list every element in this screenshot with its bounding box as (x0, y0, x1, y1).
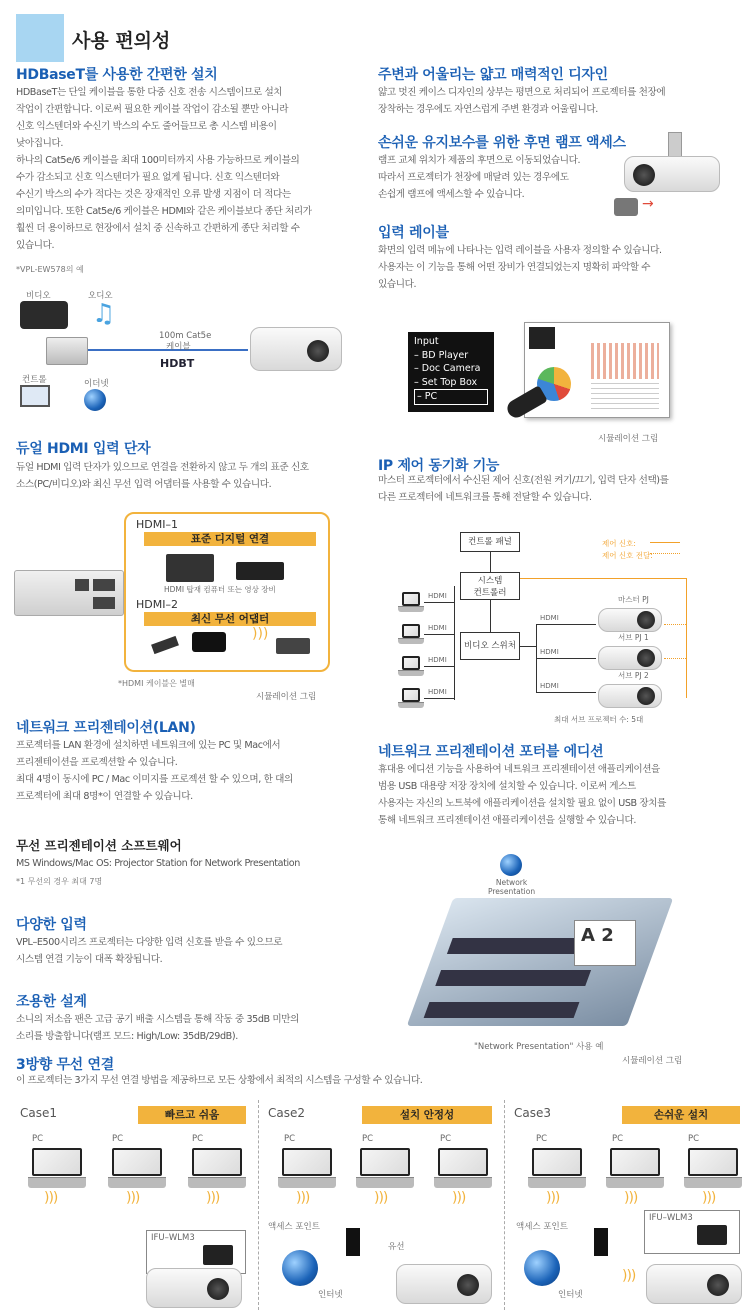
laptop-icon (398, 688, 424, 708)
quiet-text: 소니의 저소음 팬은 고급 공기 배출 시스템을 통해 작동 중 35dB 미만의 소리를 방출합니다(램프 모드: High/Low: 35dB/29dB). (16, 1014, 299, 1042)
legend-lines (650, 542, 680, 554)
header-color-box (16, 14, 64, 62)
pc-label: PC (112, 1134, 124, 1144)
lamp-icon (614, 198, 638, 216)
usb-dongle-icon (203, 1245, 233, 1265)
wifi-icon: ))) (252, 626, 269, 642)
projector-icon (250, 327, 342, 371)
projector-icon (146, 1268, 242, 1308)
connector-line (424, 666, 454, 667)
netpres-title: 네트워크 프리젠테이션 포터블 에디션 (378, 744, 604, 760)
pc-label: PC (688, 1134, 700, 1144)
laptop-icon (356, 1148, 414, 1188)
pc-label: PC (612, 1134, 624, 1144)
hdmi-label: HDMI (540, 682, 559, 690)
laptop-icon (528, 1148, 586, 1188)
laptop-icon (188, 1148, 246, 1188)
case1-badge: 빠르고 쉬움 (138, 1106, 246, 1124)
lan-title: 네트워크 프리젠테이션(LAN) (16, 720, 196, 736)
case3-badge: 손쉬운 설치 (622, 1106, 740, 1124)
laptop-icon (606, 1148, 664, 1188)
ceiling-projector-icon (624, 156, 720, 192)
media-box-icon (192, 632, 226, 652)
sub-projector-icon (598, 646, 662, 670)
hdmi-label: HDMI (428, 592, 447, 600)
wifi-waves-icon: ))) (44, 1190, 58, 1206)
wireless-sw-text: MS Windows/Mac OS: Projector Station for Network Presentation (16, 858, 300, 869)
audio-label: 오디오 (88, 291, 113, 301)
ip-title: IP 제어 동기화 기능 (378, 458, 500, 474)
internet-globe-icon (524, 1250, 560, 1286)
hdmi-note: *HDMI 케이블은 별매 (118, 679, 195, 688)
bar-chart-icon (591, 343, 659, 379)
control-signal-line (686, 578, 687, 698)
hdmi-label: HDMI (540, 614, 559, 622)
menu-item: – BD Player (414, 349, 469, 361)
lan-text: 프로젝터를 LAN 환경에 설치하면 네트워크에 있는 PC 및 Mac에서 프리젠테이션을 프로젝션할 수 있습니다. 최대 4명이 동시에 PC / Mac 이미지를 프로젝션 할 수 있으며, 한 대의 프로젝터에 최대 8명*이 연결할 수 있습니다. (16, 740, 293, 802)
dongle-callout (644, 1210, 740, 1254)
wifi-waves-icon: ))) (296, 1190, 310, 1206)
hdmi2-badge: 최신 무선 어댑터 (144, 612, 316, 626)
pc-label: PC (192, 1134, 204, 1144)
hdbt-logo: HDBT (160, 357, 195, 370)
input-label-sim: 시뮬레이션 그림 (598, 434, 659, 444)
connector-line (424, 634, 454, 635)
projector-icon (646, 1264, 742, 1304)
ethernet-label: 이더넷 (84, 379, 109, 389)
router-icon (346, 1228, 360, 1256)
hdmi-label: HDMI (540, 648, 559, 656)
laptop-icon (28, 1148, 86, 1188)
relay-signal-line (664, 658, 686, 659)
inputs-title: 다양한 입력 (16, 917, 87, 933)
connector-line (490, 552, 491, 572)
dual-hdmi-title: 듀얼 HDMI 입력 단자 (16, 441, 151, 457)
divider (504, 1100, 505, 1310)
menu-item: – Doc Camera (414, 363, 481, 374)
device-label: IFU–WLM3 (649, 1213, 693, 1223)
router-icon (594, 1228, 608, 1256)
inputs-text: VPL–E500시리즈 프로젝터는 다양한 입력 신호를 받을 수 있으므로 시스템 연결 기능이 대폭 확장됩니다. (16, 937, 283, 965)
lamp-title: 손쉬운 유지보수를 위한 후면 램프 액세스 (378, 135, 626, 151)
quiet-title: 조용한 설계 (16, 994, 87, 1010)
sub-pj2-label: 서브 PJ 2 (618, 671, 649, 680)
laptop-icon (398, 592, 424, 612)
wireless-sw-title: 무선 프리젠테이션 소프트웨어 (16, 838, 182, 853)
hdmi-callout (124, 512, 330, 672)
music-note-icon: ♫ (92, 299, 116, 329)
wifi-waves-icon: ))) (374, 1190, 388, 1206)
network-globe-icon (500, 854, 522, 876)
port-icon (75, 579, 89, 591)
netpres-sim: 시뮬레이션 그림 (622, 1056, 683, 1066)
case1-name: Case1 (20, 1106, 58, 1120)
video-switcher-box: 비디오 스위처 (460, 632, 520, 660)
hdbaset-title: HDBaseT를 사용한 간편한 설치 (16, 67, 218, 83)
input-label-title: 입력 레이블 (378, 225, 449, 241)
master-pj-label: 마스터 PJ (618, 595, 649, 604)
extender-box-icon (46, 337, 88, 365)
connector-line (454, 586, 455, 700)
system-controller-box: 시스템 컨트롤러 (460, 572, 520, 600)
design-title: 주변과 어울리는 얇고 매력적인 디자인 (378, 67, 608, 83)
menu-item-selected: – PC (414, 389, 488, 405)
projector-icon (396, 1264, 492, 1304)
laptop-icon (684, 1148, 742, 1188)
port-icon (93, 597, 115, 609)
hdmi-label: HDMI (428, 688, 447, 696)
camcorder-icon (20, 301, 68, 329)
internet-label: 인터넷 (318, 1290, 343, 1300)
control-signal-line (520, 578, 686, 579)
desk-row (424, 1002, 580, 1018)
menu-item: Input (414, 336, 439, 347)
wifi-waves-icon: ))) (206, 1190, 220, 1206)
dual-hdmi-text: 듀얼 HDMI 입력 단자가 있으므로 연결을 전환하지 않고 두 개의 표준 신호 소스(PC/비디오)와 최신 무선 입력 어댑터를 사용할 수 있습니다. (16, 462, 309, 490)
wireless-cases (16, 1100, 746, 1310)
hdmi-label: HDMI (428, 656, 447, 664)
blu-ray-player-icon (236, 562, 284, 580)
wifi-waves-icon: ))) (546, 1190, 560, 1206)
wireless-text: 이 프로젝터는 3가지 무선 연결 방법을 제공하므로 모든 상황에서 최적의 시스템을 구성할 수 있습니다. (16, 1075, 423, 1086)
connector-line (520, 646, 536, 647)
connector-line (536, 692, 596, 693)
hdmi-label: HDMI (428, 624, 447, 632)
ip-diagram (392, 528, 692, 728)
hdmi1-label: HDMI–1 (136, 518, 178, 531)
connector-line (424, 602, 454, 603)
hdbaset-note: *VPL-EW578의 예 (16, 265, 84, 274)
video-label: 비디오 (26, 291, 51, 301)
ip-text: 마스터 프로젝터에서 수신된 제어 신호(전원 켜기/끄기, 입력 단자 선택)를 다른 프로젝터에 네트워크를 통해 전달할 수 있습니다. (378, 475, 669, 503)
dongle-icon (151, 636, 179, 654)
hdbaset-diagram (14, 285, 364, 420)
hdmi2-label: HDMI–2 (136, 598, 178, 611)
globe-icon (84, 389, 106, 411)
ceiling-mount-icon (668, 132, 682, 158)
input-menu (408, 332, 494, 412)
wifi-waves-icon: ))) (702, 1190, 716, 1206)
menu-item: – Set Top Box (414, 376, 478, 388)
laptop-icon (278, 1148, 336, 1188)
usb-dongle-icon (697, 1225, 727, 1245)
hdmi1-caption: HDMI 탑재 컴퓨터 또는 영상 장비 (164, 585, 276, 594)
lamp-text: 램프 교체 위치가 제품의 후면으로 이동되었습니다. 따라서 프로젝터가 천장에 매달려 있는 경우에도 손쉽게 램프에 액세스할 수 있습니다. (378, 155, 581, 200)
arrow-icon: → (642, 196, 654, 212)
screen-header (529, 327, 555, 349)
pc-label: PC (440, 1134, 452, 1144)
page-title: 사용 편의성 (72, 30, 171, 52)
case3-name: Case3 (514, 1106, 552, 1120)
pc-label: PC (536, 1134, 548, 1144)
wireless-title: 3방향 무선 연결 (16, 1057, 114, 1073)
sub-projector-icon (598, 684, 662, 708)
desk-row (435, 970, 591, 986)
network-presentation-label: Network Presentation (488, 878, 536, 896)
divider (258, 1100, 259, 1310)
table-icon (591, 383, 659, 411)
legend-control: 제어 신호: (602, 539, 636, 548)
wired-label: 유선 (388, 1242, 405, 1252)
input-label-text: 화면의 입력 메뉴에 나타나는 입력 레이블을 사용자 정의할 수 있습니다. 사용자는 이 기능을 통해 어떤 장비가 연결되었는지 명확히 파악할 수 있습니다. (378, 245, 662, 290)
connector-line (490, 600, 491, 632)
master-projector-icon (598, 608, 662, 632)
connector-line (424, 698, 454, 699)
hdmi-sim-caption: 시뮬레이션 그림 (256, 692, 317, 702)
laptop-icon (108, 1148, 166, 1188)
wifi-waves-icon: ))) (126, 1190, 140, 1206)
wifi-waves-icon: ))) (452, 1190, 466, 1206)
connector-line (536, 658, 596, 659)
pc-label: PC (284, 1134, 296, 1144)
port-icon (93, 579, 115, 591)
case2-name: Case2 (268, 1106, 306, 1120)
tablet-icon (276, 638, 310, 654)
netpres-text: 휴대용 에디션 기능을 사용하여 네트워크 프리젠테이션 애플리케이션을 범용 USB 대용량 저장 장치에 설치할 수 있습니다. 이로써 게스트 사용자는 자신의 노트북에 애플리케이션을 설치할 필요 없이 USB 장치를 통해 네트워크 프리젠테이션 애플리케이션을 실행할 수 있습니다. (378, 764, 666, 826)
computer-icon (20, 385, 50, 407)
case2-badge: 설치 안정성 (362, 1106, 492, 1124)
access-point-label: 액세스 포인트 (516, 1222, 568, 1232)
internet-label: 인터넷 (558, 1290, 583, 1300)
laptop-icon (166, 554, 214, 582)
cable-label: 100m Cat5e (159, 331, 212, 341)
wireless-sw-note: *1 무선의 경우 최대 7명 (16, 877, 103, 886)
relay-signal-line (664, 624, 686, 625)
pc-label: PC (32, 1134, 44, 1144)
netpres-caption: "Network Presentation" 사용 예 (474, 1042, 604, 1052)
hdmi1-badge: 표준 디지털 연결 (144, 532, 316, 546)
hdbaset-text: HDBaseT는 단일 케이블을 통한 다중 신호 전송 시스템이므로 설치 작업이 간편합니다. 이로써 필요한 케이블 작업이 감소될 뿐만 아니라 신호 익스텐더와 수신기 박스의 수도 줄어들므로 총 시스템 비용이 낮아집니다. 하나의 Cat5e/6 케이블을 최대 100미터까지 사용 가능하므로 케이블의 수가 감소되고 신호 익스텐더가 필요 없게 됩니다. 신호 익스텐더와 수신기 박스의 수가 적다는 것은 장재적인 오류 발생 지점이 더 적다는 의미입니다. 또한 Cat5e/6 케이블은 HDMI와 같은 케이블보다 종단 처리가 훨씬 더 용이하므로 현장에서 설치 중 신속하고 간편하게 종단 처리할 수 있습니다. (16, 87, 312, 251)
laptop-icon (398, 656, 424, 676)
screen-text: A 2 (581, 925, 614, 946)
computer-label: 컨트롤 (22, 375, 47, 385)
max-sub-note: 최대 서브 프로젝터 수: 5대 (554, 715, 644, 724)
hdmi-ports-panel (14, 570, 124, 616)
presentation-screen (574, 920, 636, 966)
wifi-waves-icon: ))) (624, 1190, 638, 1206)
cable-label-2: 케이블 (166, 342, 191, 352)
legend-control-relay: 제어 신호 전달: (602, 551, 653, 560)
laptop-icon (434, 1148, 492, 1188)
connector-line (536, 624, 596, 625)
internet-globe-icon (282, 1250, 318, 1286)
laptop-icon (398, 624, 424, 644)
device-label: IFU–WLM3 (151, 1233, 195, 1243)
control-panel-box: 컨트롤 패널 (460, 532, 520, 552)
pc-label: PC (362, 1134, 374, 1144)
wifi-waves-icon: ))) (622, 1268, 636, 1284)
access-point-label: 액세스 포인트 (268, 1222, 320, 1232)
sub-pj1-label: 서브 PJ 1 (618, 633, 649, 642)
design-text: 얇고 멋진 케이스 디자인의 상부는 평면으로 처리되어 프로젝터를 천장에 장착하는 경우에도 자연스럽게 주변 환경과 어울립니다. (378, 87, 666, 115)
screen-display (524, 322, 670, 418)
